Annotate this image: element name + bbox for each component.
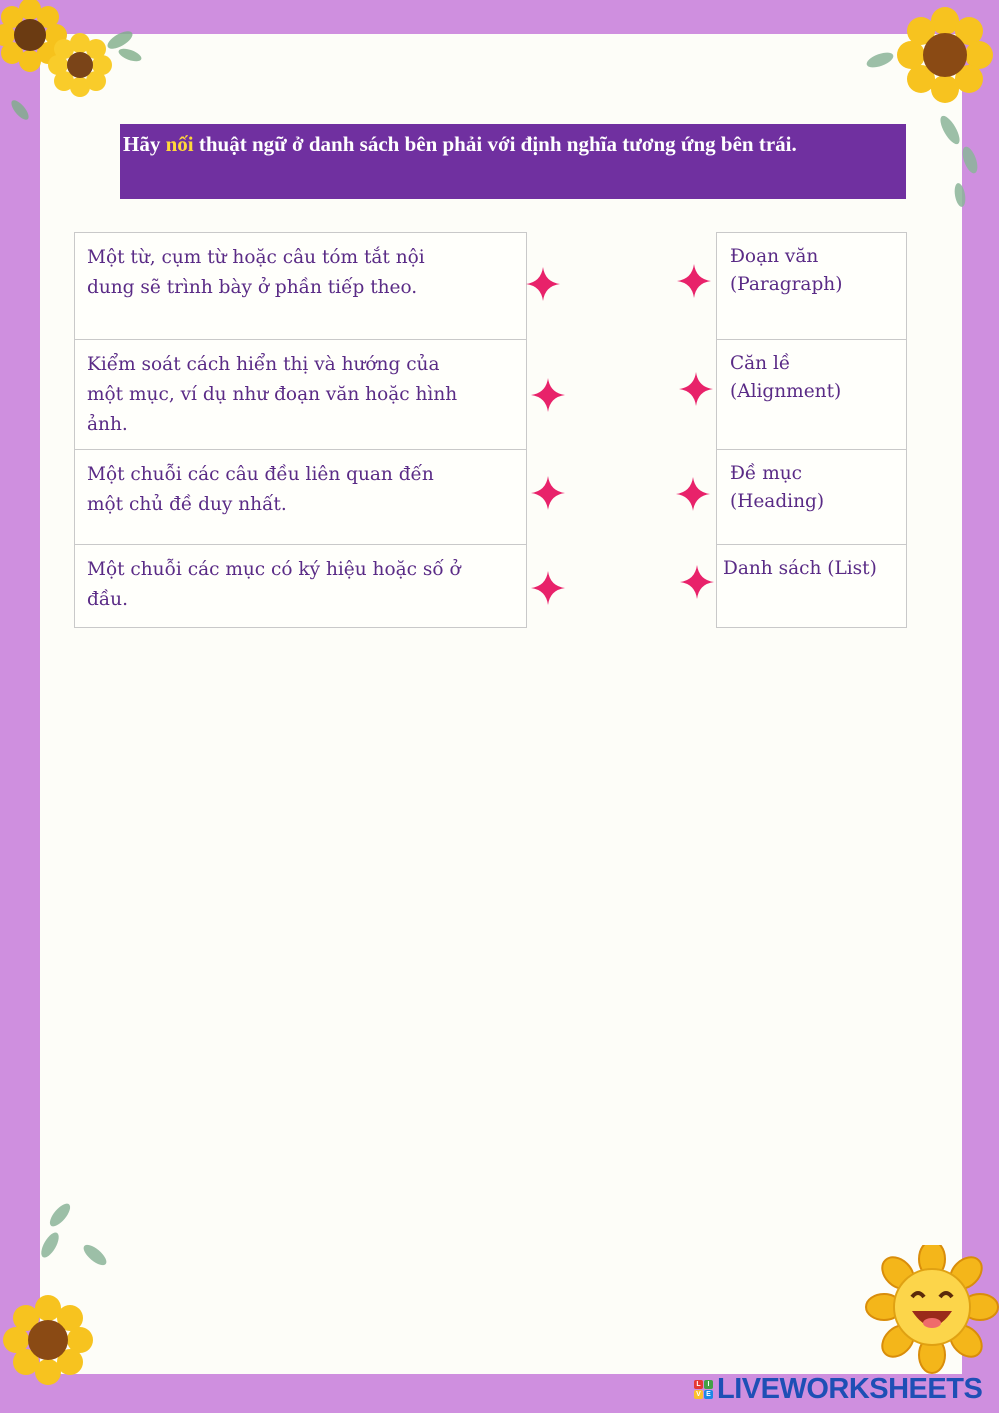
term-cell-1	[716, 232, 907, 340]
definition-cell-3	[74, 449, 527, 545]
term-cell-2	[716, 339, 907, 450]
instruction-text-before: Hãy	[123, 132, 166, 156]
left-match-star-3[interactable]	[531, 476, 565, 510]
definition-cell-2	[74, 339, 527, 450]
liveworksheets-wordmark: LIVEWORKSHEETS	[717, 1372, 983, 1405]
definition-text: Một chuỗi các mục có ký hiệu hoặc số ở đầu.	[87, 559, 461, 610]
definition-text: Một chuỗi các câu đều liên quan đến một chủ đề duy nhất.	[87, 464, 434, 515]
term-cell-3	[716, 449, 907, 545]
instruction-banner	[120, 124, 906, 199]
definition-cell-4	[74, 544, 527, 628]
right-match-star-2[interactable]	[679, 372, 713, 406]
right-match-star-4[interactable]	[680, 565, 714, 599]
definition-cell-1	[74, 232, 527, 340]
term-text: Đề mục (Heading)	[730, 463, 825, 512]
liveworksheets-logo-icon: L I V E	[694, 1380, 713, 1399]
left-match-star-2[interactable]	[531, 378, 565, 412]
term-text: Đoạn văn (Paragraph)	[730, 246, 843, 295]
right-match-star-3[interactable]	[676, 477, 710, 511]
term-text: Danh sách (List)	[723, 558, 877, 579]
sunflower-bottom-left-decoration	[0, 1195, 120, 1395]
right-match-star-1[interactable]	[677, 264, 711, 298]
term-cell-4	[716, 544, 907, 628]
instruction-highlight-word: nối	[165, 132, 194, 156]
left-match-star-4[interactable]	[531, 571, 565, 605]
term-text: Căn lề (Alignment)	[730, 353, 842, 402]
smiling-sunflower-decoration	[862, 1245, 999, 1380]
sunflower-top-left-decoration	[0, 0, 150, 130]
definition-text: Một từ, cụm từ hoặc câu tóm tắt nội dung sẽ trình bày ở phần tiếp theo.	[87, 247, 425, 298]
left-match-star-1[interactable]	[526, 267, 560, 301]
liveworksheets-brand	[694, 1374, 982, 1404]
definition-text: Kiểm soát cách hiển thị và hướng của một mục, ví dụ như đoạn văn hoặc hình ảnh.	[87, 354, 458, 435]
instruction-text-after: thuật ngữ ở danh sách bên phải với định nghĩa tương ứng bên trái.	[193, 132, 797, 156]
